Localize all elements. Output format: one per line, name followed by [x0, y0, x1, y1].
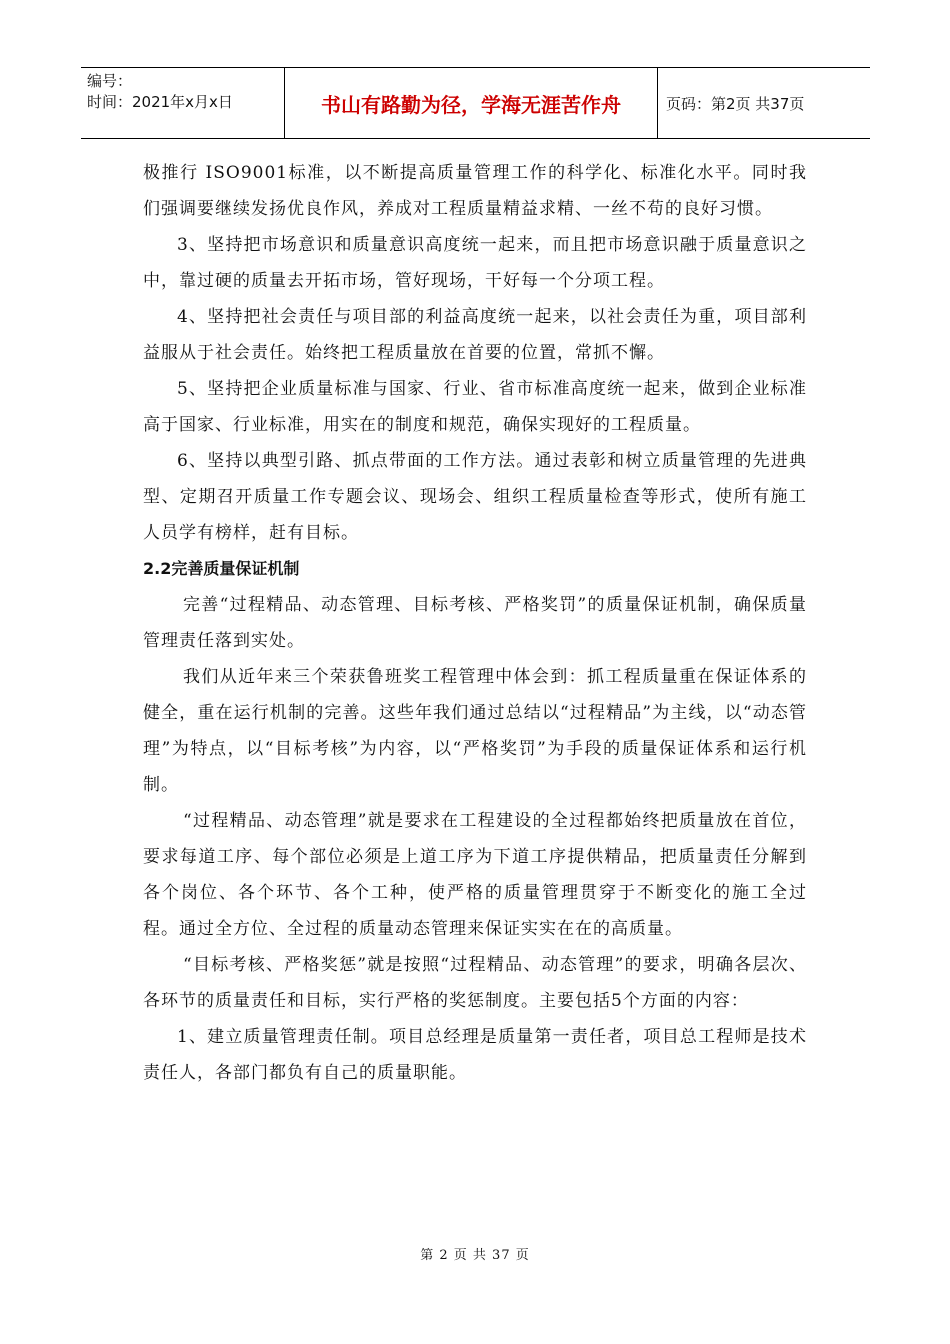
page-header: [81, 67, 870, 139]
paragraph-target-assessment: “目标考核、严格奖惩”就是按照“过程精品、动态管理”的要求，明确各层次、各环节的质量责任和目标，实行严格的奖惩制度。主要包括5个方面的内容：: [143, 955, 807, 1011]
header-meta: [81, 68, 285, 138]
paragraph-experience: 我们从近年来三个荣获鲁班奖工程管理中体会到：抓工程质量重在保证体系的健全，重在运行机制的完善。这些年我们通过总结以“过程精品”为主线，以“动态管理”为特点，以“目标考核”为内容，以“严格奖罚”为手段的质量保证体系和运行机制。: [143, 667, 807, 795]
paragraph-item-4: 4、坚持把社会责任与项目部的利益高度统一起来，以社会责任为重，项目部利益服从于社会责任。始终把工程质量放在首要的位置，常抓不懈。: [143, 307, 807, 363]
paragraph-mechanism-intro: 完善“过程精品、动态管理、目标考核、严格奖罚”的质量保证机制，确保质量管理责任落到实处。: [143, 595, 807, 651]
paragraph-item-6: 6、坚持以典型引路、抓点带面的工作方法。通过表彰和树立质量管理的先进典型、定期召开质量工作专题会议、现场会、组织工程质量检查等形式，使所有施工人员学有榜样，赶有目标。: [143, 451, 807, 543]
paragraph-responsibility-system: 1、建立质量管理责任制。项目总经理是质量第一责任者，项目总工程师是技术责任人，各部门都负有自己的质量职能。: [143, 1027, 807, 1083]
paragraph-process-quality: “过程精品、动态管理”就是要求在工程建设的全过程都始终把质量放在首位，要求每道工序、每个部位必须是上道工序为下道工序提供精品，把质量责任分解到各个岗位、各个环节、各个工种，使严格的质量管理贯穿于不断变化的施工全过程。通过全方位、全过程的质量动态管理来保证实实在在的高质量。: [143, 811, 807, 939]
paragraph-continued: 极推行 ISO9001标准，以不断提高质量管理工作的科学化、标准化水平。同时我们强调要继续发扬优良作风，养成对工程质量精益求精、一丝不苟的良好习惯。: [143, 163, 807, 219]
paragraph-item-5: 5、坚持把企业质量标准与国家、行业、省市标准高度统一起来，做到企业标准高于国家、行业标准，用实在的制度和规范，确保实现好的工程质量。: [143, 379, 807, 435]
header-motto: 书山有路勤为径，学海无涯苦作舟: [285, 68, 658, 138]
header-page-info: 页码：第2页 共37页: [666, 94, 805, 113]
paragraph-item-3: 3、坚持把市场意识和质量意识高度统一起来，而且把市场意识融于质量意识之中，靠过硬的质量去开拓市场，管好现场，干好每一个分项工程。: [143, 235, 807, 291]
section-heading: 2.2完善质量保证机制: [143, 559, 300, 578]
page-footer: 第 2 页 共 37 页: [420, 1248, 530, 1263]
document-number-label: 编号：: [87, 72, 133, 90]
document-body: [143, 155, 807, 1091]
document-date: 时间：2021年x月x日: [87, 93, 233, 111]
